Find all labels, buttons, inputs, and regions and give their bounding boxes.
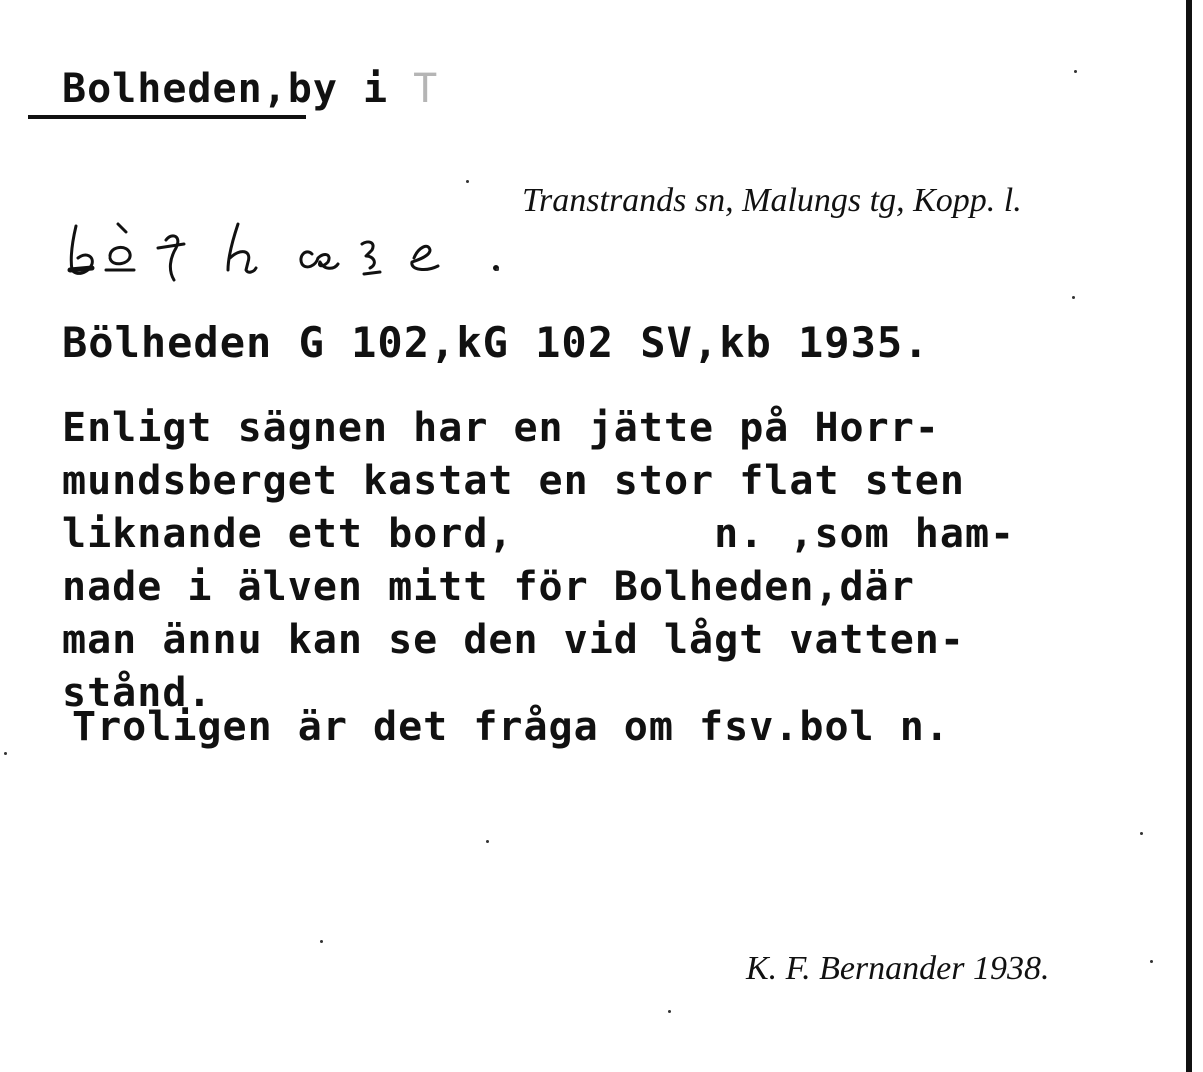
scan-speck [4,752,7,755]
scan-speck [668,1010,671,1013]
card-heading [62,66,438,112]
scan-speck [466,180,469,183]
body-line: man ännu kan se den vid lågt vatten- [62,617,965,663]
scan-speck [320,940,323,943]
conclusion-line: Troligen är det fråga om fsv.bol n. [72,704,950,750]
location-line: Transtrands sn, Malungs tg, Kopp. l. [522,182,1022,219]
body-line: Enligt sägnen har en jätte på Horr- [62,405,940,451]
heading-rest: ,by i [262,66,414,112]
legend-text [62,402,1015,720]
scan-speck [1074,70,1077,73]
scan-speck [1072,296,1075,299]
heading-placename: Bolheden [62,66,263,112]
scan-speck [496,268,499,271]
body-line: stånd. [62,670,213,716]
card-edge [1186,0,1192,1072]
heading-faint-letter: T [413,66,439,112]
signature: K. F. Bernander 1938. [746,950,1050,987]
heading-underline [28,115,306,119]
reference-line: Bölheden G 102,kG 102 SV,kb 1935. [62,318,930,367]
body-line: nade i älven mitt för Bolheden,där [62,564,915,610]
scan-speck [1150,960,1153,963]
handwritten-phonetic-transcription [62,218,502,288]
scan-speck [486,840,489,843]
scan-speck [1140,832,1143,835]
body-line: mundsberget kastat en stor flat sten [62,458,965,504]
body-line: liknande ett bord, n. ,som ham- [62,511,1016,557]
